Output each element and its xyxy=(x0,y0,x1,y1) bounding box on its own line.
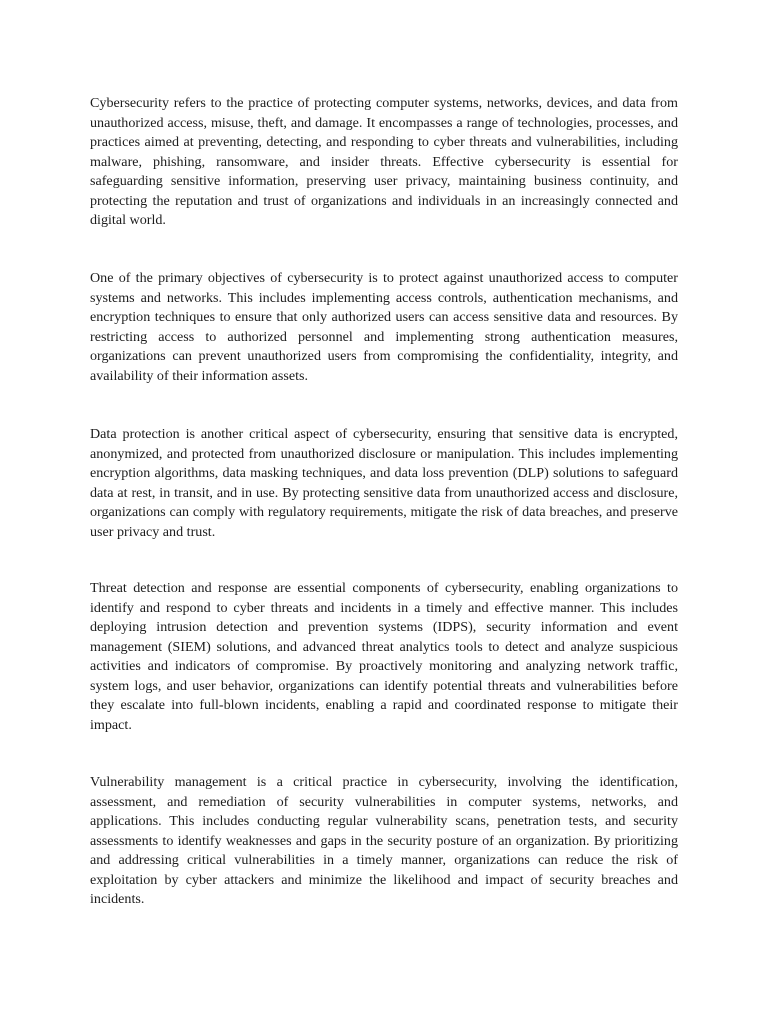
paragraph-cybersecurity-overview: Cybersecurity refers to the practice of protecting computer systems, networks, devices, and data from unauthorized access, misuse, theft, and damage. It encompasses a range of technologies, processes, and practices aimed at preventing, detecting, and responding to cyber threats and vulnerabilities, including malware, phishing, ransomware, and insider threats. Effective cybersecurity is essential for safeguarding sensitive information, preserving user privacy, maintaining business continuity, and protecting the reputation and trust of organizations and individuals in an increasingly connected and digital world. xyxy=(90,95,678,228)
paragraph-vulnerability-management: Vulnerability management is a critical practice in cybersecurity, involving the identification, assessment, and remediation of security vulnerabilities in computer systems, networks, and applications. This includes conducting regular vulnerability scans, penetration tests, and security assessments to identify weaknesses and gaps in the security posture of an organization. By prioritizing and addressing critical vulnerabilities in a timely manner, organizations can reduce the risk of exploitation by cyber attackers and minimize the likelihood and impact of security breaches and incidents. xyxy=(90,774,678,907)
paragraph-threat-detection: Threat detection and response are essential components of cybersecurity, enabling organizations to identify and respond to cyber threats and incidents in a timely and effective manner. This includes deploying intrusion detection and prevention systems (IDPS), security information and event management (SIEM) solutions, and advanced threat analytics tools to detect and analyze suspicious activities and indicators of compromise. By proactively monitoring and analyzing network traffic, system logs, and user behavior, organizations can identify potential threats and vulnerabilities before they escalate into full-blown incidents, enabling a rapid and coordinated response to mitigate their impact. xyxy=(90,580,678,733)
paragraph-unauthorized-access: One of the primary objectives of cybersecurity is to protect against unauthorized access to computer systems and networks. This includes implementing access controls, authentication mechanisms, and encryption techniques to ensure that only authorized users can access sensitive data and resources. By restricting access to authorized personnel and implementing strong authentication measures, organizations can prevent unauthorized users from compromising the confidentiality, integrity, and availability of their information assets. xyxy=(90,270,678,384)
paragraph-data-protection: Data protection is another critical aspect of cybersecurity, ensuring that sensitive data is encrypted, anonymized, and protected from unauthorized disclosure or manipulation. This includes implementing encryption algorithms, data masking techniques, and data loss prevention (DLP) solutions to safeguard data at rest, in transit, and in use. By protecting sensitive data from unauthorized access and disclosure, organizations can comply with regulatory requirements, mitigate the risk of data breaches, and preserve user privacy and trust. xyxy=(90,426,678,540)
